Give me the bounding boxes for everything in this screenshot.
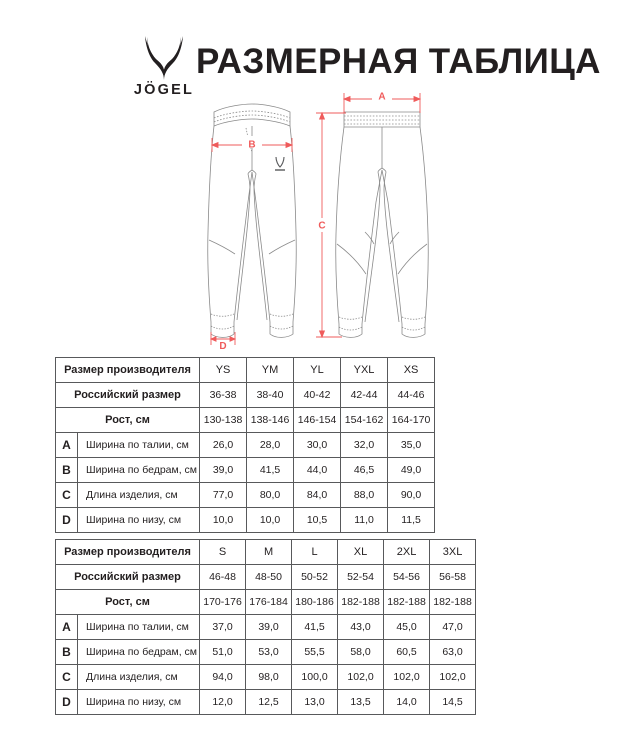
measure-letter: A bbox=[56, 433, 78, 458]
measure-label: Ширина по низу, см bbox=[78, 508, 200, 533]
cell-value: 26,0 bbox=[200, 433, 247, 458]
measure-letter: B bbox=[56, 458, 78, 483]
cell-value: 164-170 bbox=[388, 408, 435, 433]
table-row-waist bbox=[56, 615, 476, 640]
size-header: M bbox=[246, 540, 292, 565]
cell-value: 49,0 bbox=[388, 458, 435, 483]
table-row-russian-size bbox=[56, 565, 476, 590]
cell-value: 102,0 bbox=[384, 665, 430, 690]
row-header-manufacturer-size: Размер производителя bbox=[56, 358, 200, 383]
cell-value: 44-46 bbox=[388, 383, 435, 408]
cell-value: 90,0 bbox=[388, 483, 435, 508]
cell-value: 30,0 bbox=[294, 433, 341, 458]
cell-value: 182-188 bbox=[430, 590, 476, 615]
cell-value: 51,0 bbox=[200, 640, 246, 665]
cell-value: 43,0 bbox=[338, 615, 384, 640]
cell-value: 77,0 bbox=[200, 483, 247, 508]
cell-value: 52-54 bbox=[338, 565, 384, 590]
cell-value: 88,0 bbox=[341, 483, 388, 508]
cell-value: 180-186 bbox=[292, 590, 338, 615]
cell-value: 98,0 bbox=[246, 665, 292, 690]
cell-value: 58,0 bbox=[338, 640, 384, 665]
cell-value: 84,0 bbox=[294, 483, 341, 508]
measure-label: Ширина по талии, см bbox=[78, 615, 200, 640]
cell-value: 45,0 bbox=[384, 615, 430, 640]
size-header: 3XL bbox=[430, 540, 476, 565]
cell-value: 11,0 bbox=[341, 508, 388, 533]
cell-value: 13,5 bbox=[338, 690, 384, 715]
cell-value: 54-56 bbox=[384, 565, 430, 590]
cell-value: 102,0 bbox=[338, 665, 384, 690]
measure-letter: D bbox=[56, 690, 78, 715]
cell-value: 138-146 bbox=[247, 408, 294, 433]
size-header: YL bbox=[294, 358, 341, 383]
cell-value: 40-42 bbox=[294, 383, 341, 408]
cell-value: 94,0 bbox=[200, 665, 246, 690]
page-title: РАЗМЕРНАЯ ТАБЛИЦА bbox=[196, 42, 601, 81]
size-header: L bbox=[292, 540, 338, 565]
measure-letter: B bbox=[56, 640, 78, 665]
row-header-height: Рост, см bbox=[56, 408, 200, 433]
cell-value: 13,0 bbox=[292, 690, 338, 715]
cell-value: 12,5 bbox=[246, 690, 292, 715]
cell-value: 32,0 bbox=[341, 433, 388, 458]
cell-value: 182-188 bbox=[338, 590, 384, 615]
technical-drawings bbox=[0, 82, 624, 352]
dimension-label-d: D bbox=[219, 341, 227, 352]
cell-value: 176-184 bbox=[246, 590, 292, 615]
size-header: YXL bbox=[341, 358, 388, 383]
cell-value: 10,0 bbox=[200, 508, 247, 533]
table-row-bottom bbox=[56, 508, 435, 533]
table-row-hip bbox=[56, 458, 435, 483]
table-row-bottom bbox=[56, 690, 476, 715]
cell-value: 35,0 bbox=[388, 433, 435, 458]
measure-letter: C bbox=[56, 665, 78, 690]
size-header: S bbox=[200, 540, 246, 565]
cell-value: 46-48 bbox=[200, 565, 246, 590]
cell-value: 46,5 bbox=[341, 458, 388, 483]
cell-value: 41,5 bbox=[247, 458, 294, 483]
cell-value: 48-50 bbox=[246, 565, 292, 590]
measure-letter: C bbox=[56, 483, 78, 508]
cell-value: 41,5 bbox=[292, 615, 338, 640]
cell-value: 14,0 bbox=[384, 690, 430, 715]
row-header-russian-size: Российский размер bbox=[56, 383, 200, 408]
cell-value: 130-138 bbox=[200, 408, 247, 433]
cell-value: 182-188 bbox=[384, 590, 430, 615]
cell-value: 10,5 bbox=[294, 508, 341, 533]
dimension-label-b: B bbox=[248, 139, 256, 151]
cell-value: 63,0 bbox=[430, 640, 476, 665]
size-table-youth bbox=[55, 357, 435, 533]
table-row-russian-size bbox=[56, 383, 435, 408]
cell-value: 14,5 bbox=[430, 690, 476, 715]
cell-value: 100,0 bbox=[292, 665, 338, 690]
pants-front-view-diagram bbox=[196, 82, 308, 352]
cell-value: 42-44 bbox=[341, 383, 388, 408]
cell-value: 50-52 bbox=[292, 565, 338, 590]
cell-value: 11,5 bbox=[388, 508, 435, 533]
pants-back-view-diagram bbox=[308, 82, 458, 352]
cell-value: 37,0 bbox=[200, 615, 246, 640]
dimension-label-c: C bbox=[318, 220, 326, 232]
measure-label: Ширина по низу, см bbox=[78, 690, 200, 715]
table-row-manufacturer-size bbox=[56, 540, 476, 565]
cell-value: 36-38 bbox=[200, 383, 247, 408]
cell-value: 80,0 bbox=[247, 483, 294, 508]
cell-value: 102,0 bbox=[430, 665, 476, 690]
table-row-length bbox=[56, 483, 435, 508]
measure-letter: A bbox=[56, 615, 78, 640]
cell-value: 60,5 bbox=[384, 640, 430, 665]
size-header: YM bbox=[247, 358, 294, 383]
cell-value: 28,0 bbox=[247, 433, 294, 458]
measure-label: Ширина по бедрам, см bbox=[78, 640, 200, 665]
cell-value: 170-176 bbox=[200, 590, 246, 615]
table-row-length bbox=[56, 665, 476, 690]
size-table-adult bbox=[55, 539, 476, 715]
measure-label: Ширина по бедрам, см bbox=[78, 458, 200, 483]
measure-label: Ширина по талии, см bbox=[78, 433, 200, 458]
jogel-horns-mark-icon bbox=[142, 34, 186, 82]
table-row-height bbox=[56, 408, 435, 433]
dimension-label-a: A bbox=[378, 91, 386, 103]
table-row-waist bbox=[56, 433, 435, 458]
size-header: XL bbox=[338, 540, 384, 565]
cell-value: 47,0 bbox=[430, 615, 476, 640]
table-row-height bbox=[56, 590, 476, 615]
row-header-russian-size: Российский размер bbox=[56, 565, 200, 590]
cell-value: 39,0 bbox=[200, 458, 247, 483]
table-row-manufacturer-size bbox=[56, 358, 435, 383]
row-header-height: Рост, см bbox=[56, 590, 200, 615]
cell-value: 55,5 bbox=[292, 640, 338, 665]
cell-value: 53,0 bbox=[246, 640, 292, 665]
brand-wordmark: JÖGEL bbox=[133, 82, 195, 98]
cell-value: 12,0 bbox=[200, 690, 246, 715]
size-header: 2XL bbox=[384, 540, 430, 565]
cell-value: 154-162 bbox=[341, 408, 388, 433]
measure-label: Длина изделия, см bbox=[78, 665, 200, 690]
cell-value: 10,0 bbox=[247, 508, 294, 533]
row-header-manufacturer-size: Размер производителя bbox=[56, 540, 200, 565]
cell-value: 44,0 bbox=[294, 458, 341, 483]
cell-value: 146-154 bbox=[294, 408, 341, 433]
size-header: YS bbox=[200, 358, 247, 383]
cell-value: 39,0 bbox=[246, 615, 292, 640]
cell-value: 38-40 bbox=[247, 383, 294, 408]
size-header: XS bbox=[388, 358, 435, 383]
measure-label: Длина изделия, см bbox=[78, 483, 200, 508]
table-row-hip bbox=[56, 640, 476, 665]
measure-letter: D bbox=[56, 508, 78, 533]
cell-value: 56-58 bbox=[430, 565, 476, 590]
